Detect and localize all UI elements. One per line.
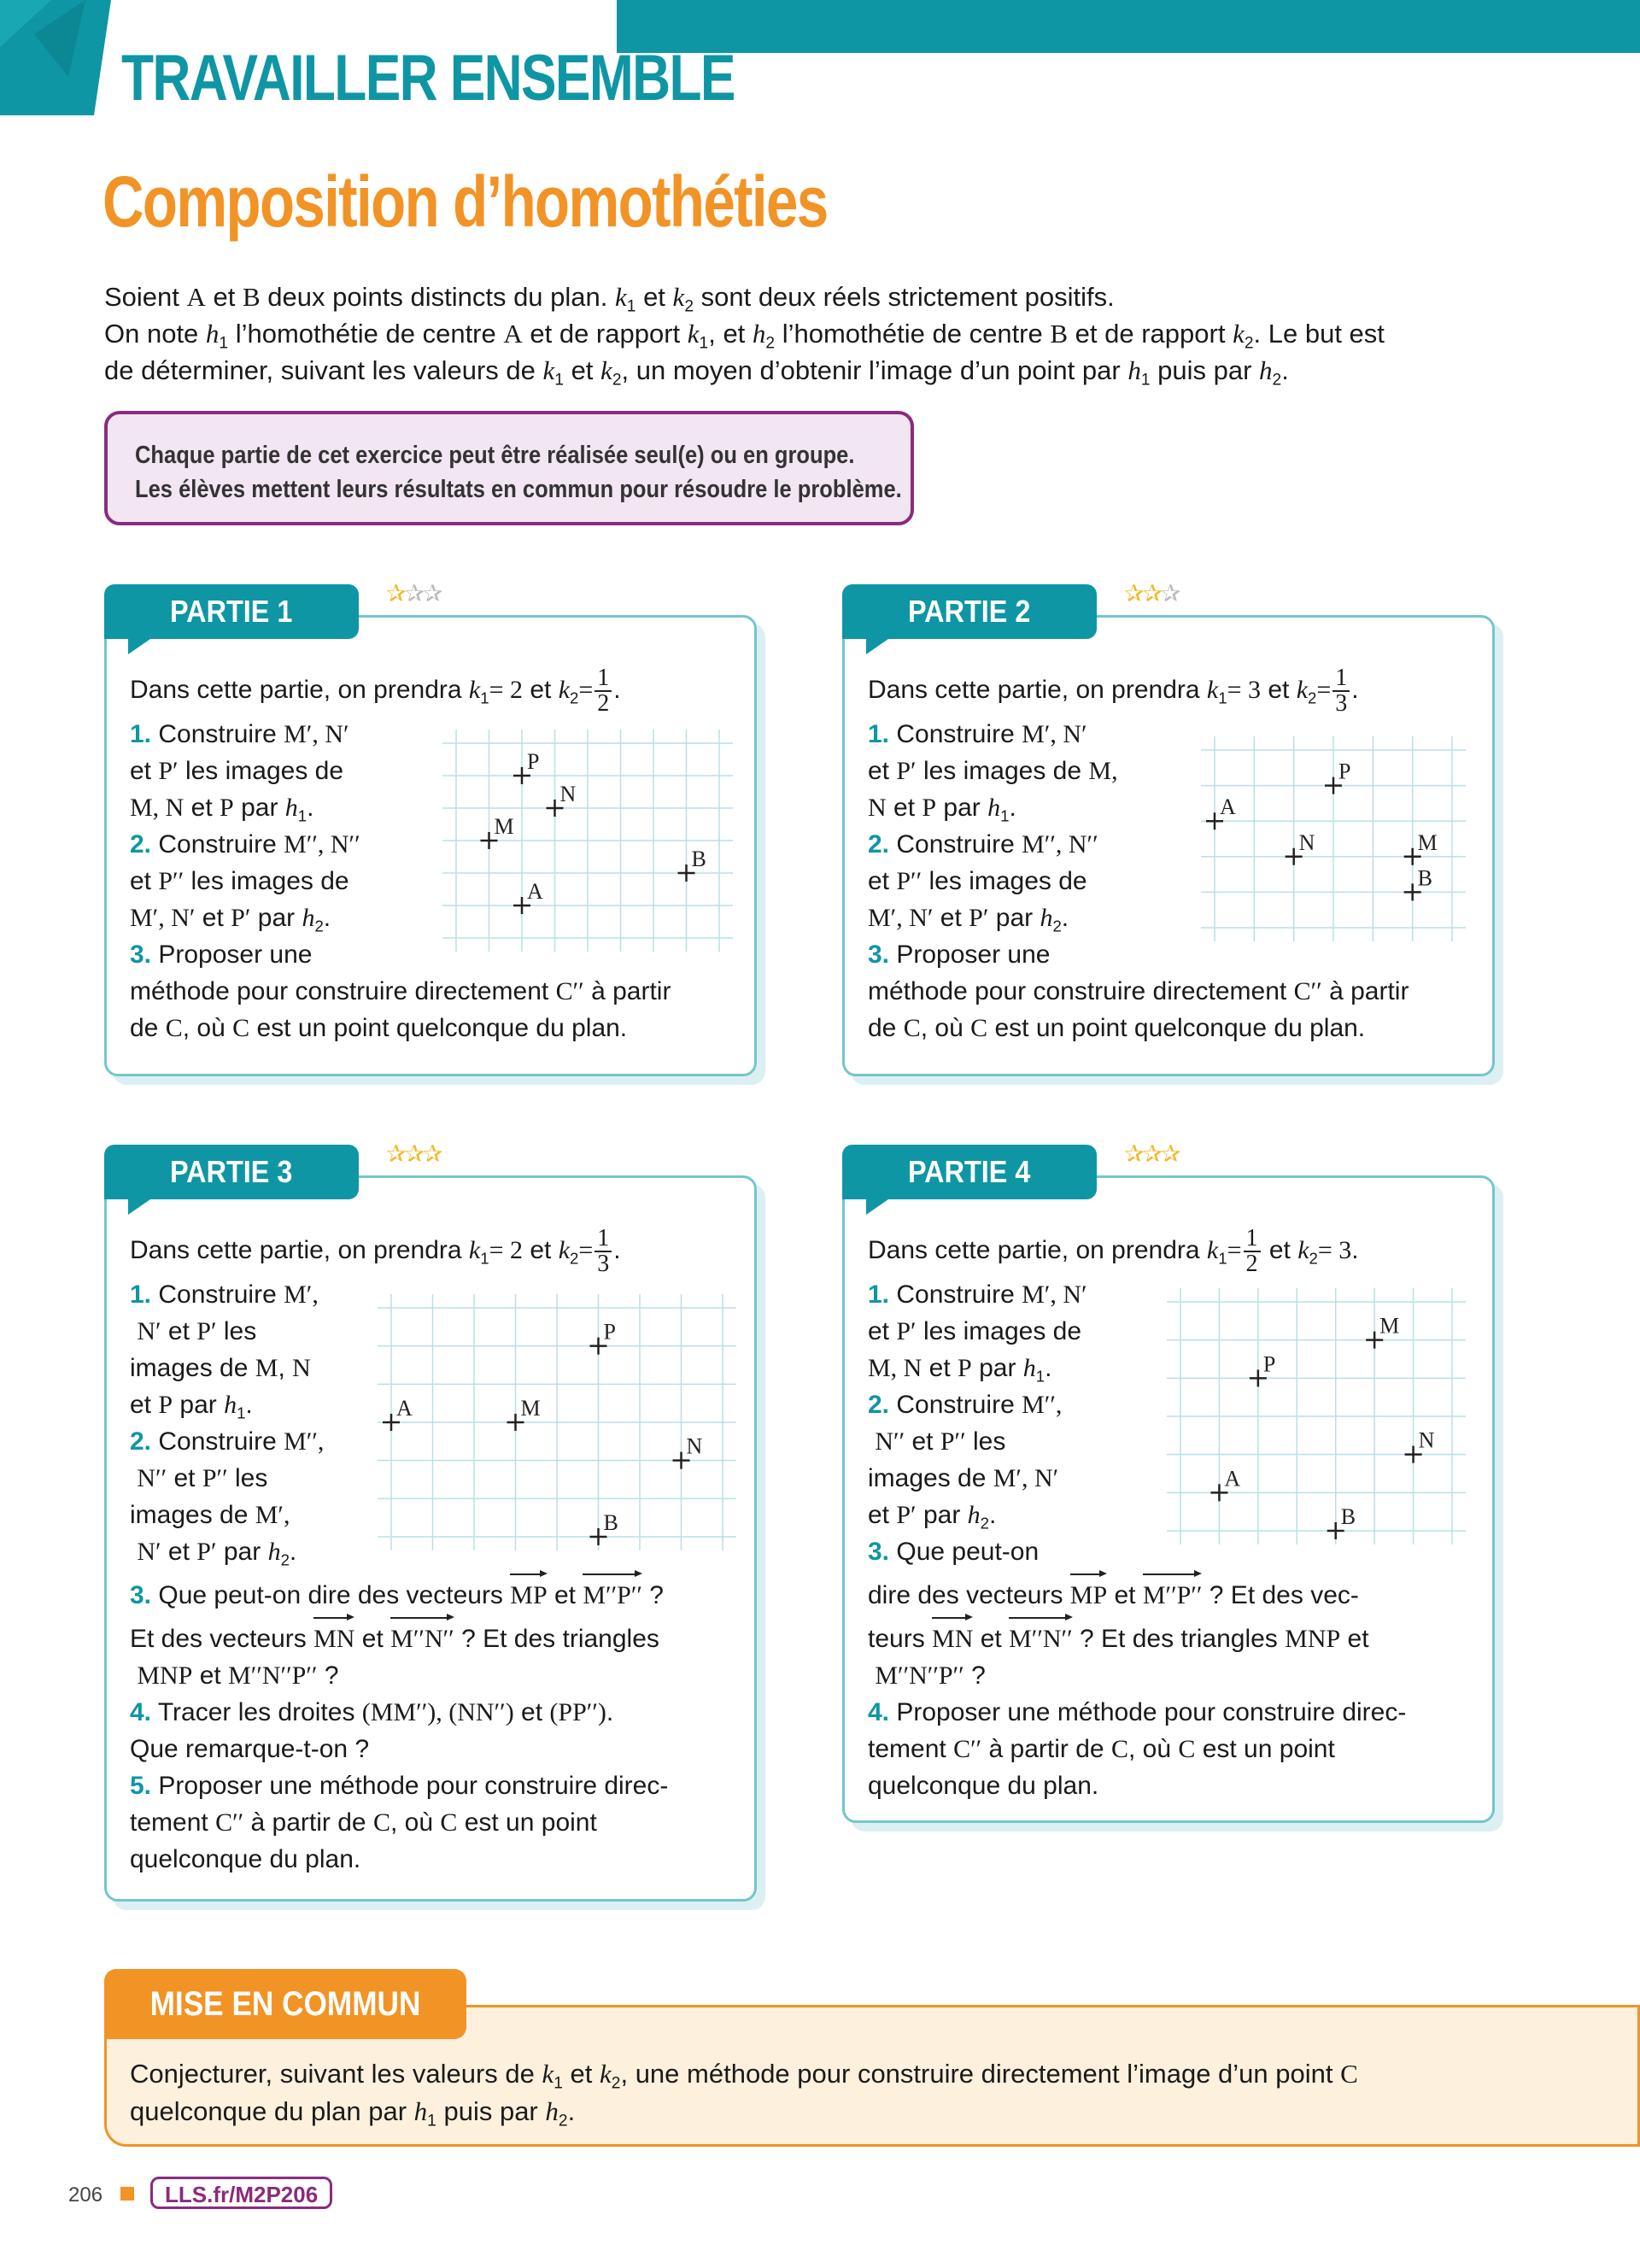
footer-square [120, 2187, 134, 2201]
note-line-2: Les élèves mettent leurs résultats en commun pour résoudre le problème. [135, 476, 902, 503]
point-p [590, 1320, 616, 1355]
point-label: N [686, 1433, 703, 1459]
part-4-grid [1167, 1288, 1466, 1544]
part-3-tab: PARTIE 3 [104, 1145, 359, 1199]
point-m [507, 1396, 541, 1431]
mise-en-commun-text: Conjecturer, suivant les valeurs de $k_1$ et $k_2$, une méthode pour construire directement l’image d’un point C quelconque du plan par $h_1$ puis par $h_2$. [130, 2059, 1358, 2130]
part-4-tab: PARTIE 4 [842, 1145, 1097, 1199]
point-label: B [691, 847, 706, 871]
point-label: A [1224, 1466, 1241, 1491]
part-3-questions: 1. Construire M′, N′ et P′ les images de M, N et P par $h_1$. 2. Construire M′′, N′′ et P′′ les images de M′, N′ et P′ par $h_2$. 3. Que peut-on dire des vecteurs MP et M′′P′′ ? Et des vecteurs MN et M′′N′′ ? Et des triangles MNP et M′′N′′P′′ ? 4. Tracer les droites (MM′′), (NN′′) et (PP′′). Que remarque-t-on ? 5. Proposer une méthode pour construire direc- tement C′′ à partir de C, où C est un point quelconque du plan. [130, 1281, 669, 1873]
part-1 [104, 580, 762, 1080]
point-m [1366, 1314, 1399, 1349]
point-a [1206, 794, 1236, 829]
difficulty-stars: ✰✰✰ [386, 580, 442, 607]
resource-link[interactable]: LLS.fr/M2P206 [150, 2177, 332, 2209]
point-label: P [603, 1319, 616, 1345]
point-label: A [1220, 794, 1236, 820]
intro-line-1: Soient A et B deux points distincts du plan. $k_1$ et $k_2$ sont deux réels strictement positifs. [104, 282, 1115, 316]
part-2 [842, 580, 1500, 1080]
point-n [1286, 830, 1315, 865]
part-2-intro: Dans cette partie, on prendra $k_1= 3$ et $k_2=$ $\frac{1}{3}$ . [868, 665, 1359, 717]
intro-line-3: de déterminer, suivant les valeurs de $k_1$ et $k_2$, un moyen d’obtenir l’image d’un point par $h_1$ puis par $h_2$. [104, 355, 1289, 390]
point-a [513, 879, 543, 914]
difficulty-stars: ✰✰✰ [1124, 1140, 1180, 1167]
point-label: M [1379, 1313, 1400, 1339]
point-n [547, 782, 577, 817]
point-n [1405, 1428, 1435, 1463]
point-label: M [494, 814, 514, 839]
section-kicker: TRAVAILLER ENSEMBLE [121, 42, 735, 114]
point-b [1327, 1504, 1356, 1539]
point-label: B [1417, 865, 1433, 891]
point-label: A [527, 879, 543, 904]
part-4 [842, 1140, 1500, 1828]
point-b [590, 1510, 618, 1545]
part-3-intro: Dans cette partie, on prendra $k_1= 2$ et $k_2=$ $\frac{1}{3}$ . [130, 1225, 621, 1277]
point-label: P [527, 749, 540, 774]
point-label: P [1338, 759, 1351, 784]
point-m [1404, 830, 1438, 865]
difficulty-stars: ✰✰✰ [386, 1140, 442, 1167]
point-label: P [1262, 1351, 1276, 1377]
intro-paragraph [104, 278, 1539, 389]
part-3-grid [378, 1294, 736, 1550]
corner-decoration [0, 0, 111, 115]
point-label: N [1418, 1427, 1435, 1453]
point-b [1404, 865, 1432, 900]
note-line-1: Chaque partie de cet exercice peut être réalisée seul(e) ou en groupe. [135, 442, 855, 469]
point-label: B [1340, 1504, 1356, 1529]
part-2-questions: 1. Construire M′, N′ et P′ les images de M, N et P par $h_1$. 2. Construire M′′, N′′ et P′′ les images de M′, N′ et P′ par $h_2$. 3. Proposer une méthode pour construire directement C′′ à partir de C, où C est un point quelconque du plan. [868, 720, 1409, 1042]
header-bar [617, 0, 1640, 53]
point-label: B [603, 1510, 618, 1535]
point-label: M [1417, 829, 1438, 855]
point-label: M [520, 1396, 541, 1421]
part-1-intro: Dans cette partie, on prendra $k_1= 2$ et $k_2=$ $\frac{1}{2}$ . [130, 665, 621, 717]
part-1-grid [442, 730, 733, 952]
point-label: A [396, 1396, 413, 1421]
point-a [1210, 1466, 1240, 1501]
intro-line-2: On note $h_1$ l’homothétie de centre A et de rapport $k_1$, et $h_2$ l’homothétie de centre B et de rapport $k_2$. Le but est [104, 319, 1385, 353]
part-4-intro: Dans cette partie, on prendra $k_1=$ $\frac{1}{2}$ et $k_2= 3$. [868, 1225, 1359, 1277]
difficulty-stars: ✰✰✰ [1124, 580, 1180, 607]
point-n [673, 1434, 703, 1469]
point-a [383, 1396, 413, 1431]
part-1-questions: 1. Construire M′, N′ et P′ les images de M, N et P par $h_1$. 2. Construire M′′, N′′ et P′′ les images de M′, N′ et P′ par $h_2$. 3. Proposer une méthode pour construire directement C′′ à partir de C, où C est un point quelconque du plan. [130, 720, 671, 1042]
part-4-questions: 1. Construire M′, N′ et P′ les images de M, N et P par $h_1$. 2. Construire M′′, N′′ et P′′ les images de M′, N′ et P′ par $h_2$. 3. Que peut-on dire des vecteurs MP et M′′P′′ ? Et des vec- teurs MN et M′′N′′ ? Et des triangles MNP et M′′N′′P′′ ? 4. Proposer une méthode pour construire direc- tement C′′ à partir de C, où C est un point quelconque du plan. [868, 1281, 1407, 1800]
mise-en-commun-tab: MISE EN COMMUN [104, 1969, 466, 2039]
point-p [1250, 1351, 1275, 1386]
part-2-grid [1201, 736, 1466, 941]
point-m [481, 814, 514, 849]
group-work-note [104, 411, 914, 525]
part-1-tab: PARTIE 1 [104, 584, 359, 639]
point-b [678, 847, 706, 882]
part-2-tab: PARTIE 2 [842, 584, 1097, 639]
point-label: N [559, 782, 577, 806]
page-number: 206 [68, 2183, 103, 2206]
part-3 [104, 1140, 762, 1913]
point-p [1325, 759, 1350, 794]
point-p [513, 749, 539, 784]
page-title: Composition d’homothéties [102, 161, 828, 242]
point-label: N [1298, 829, 1315, 855]
